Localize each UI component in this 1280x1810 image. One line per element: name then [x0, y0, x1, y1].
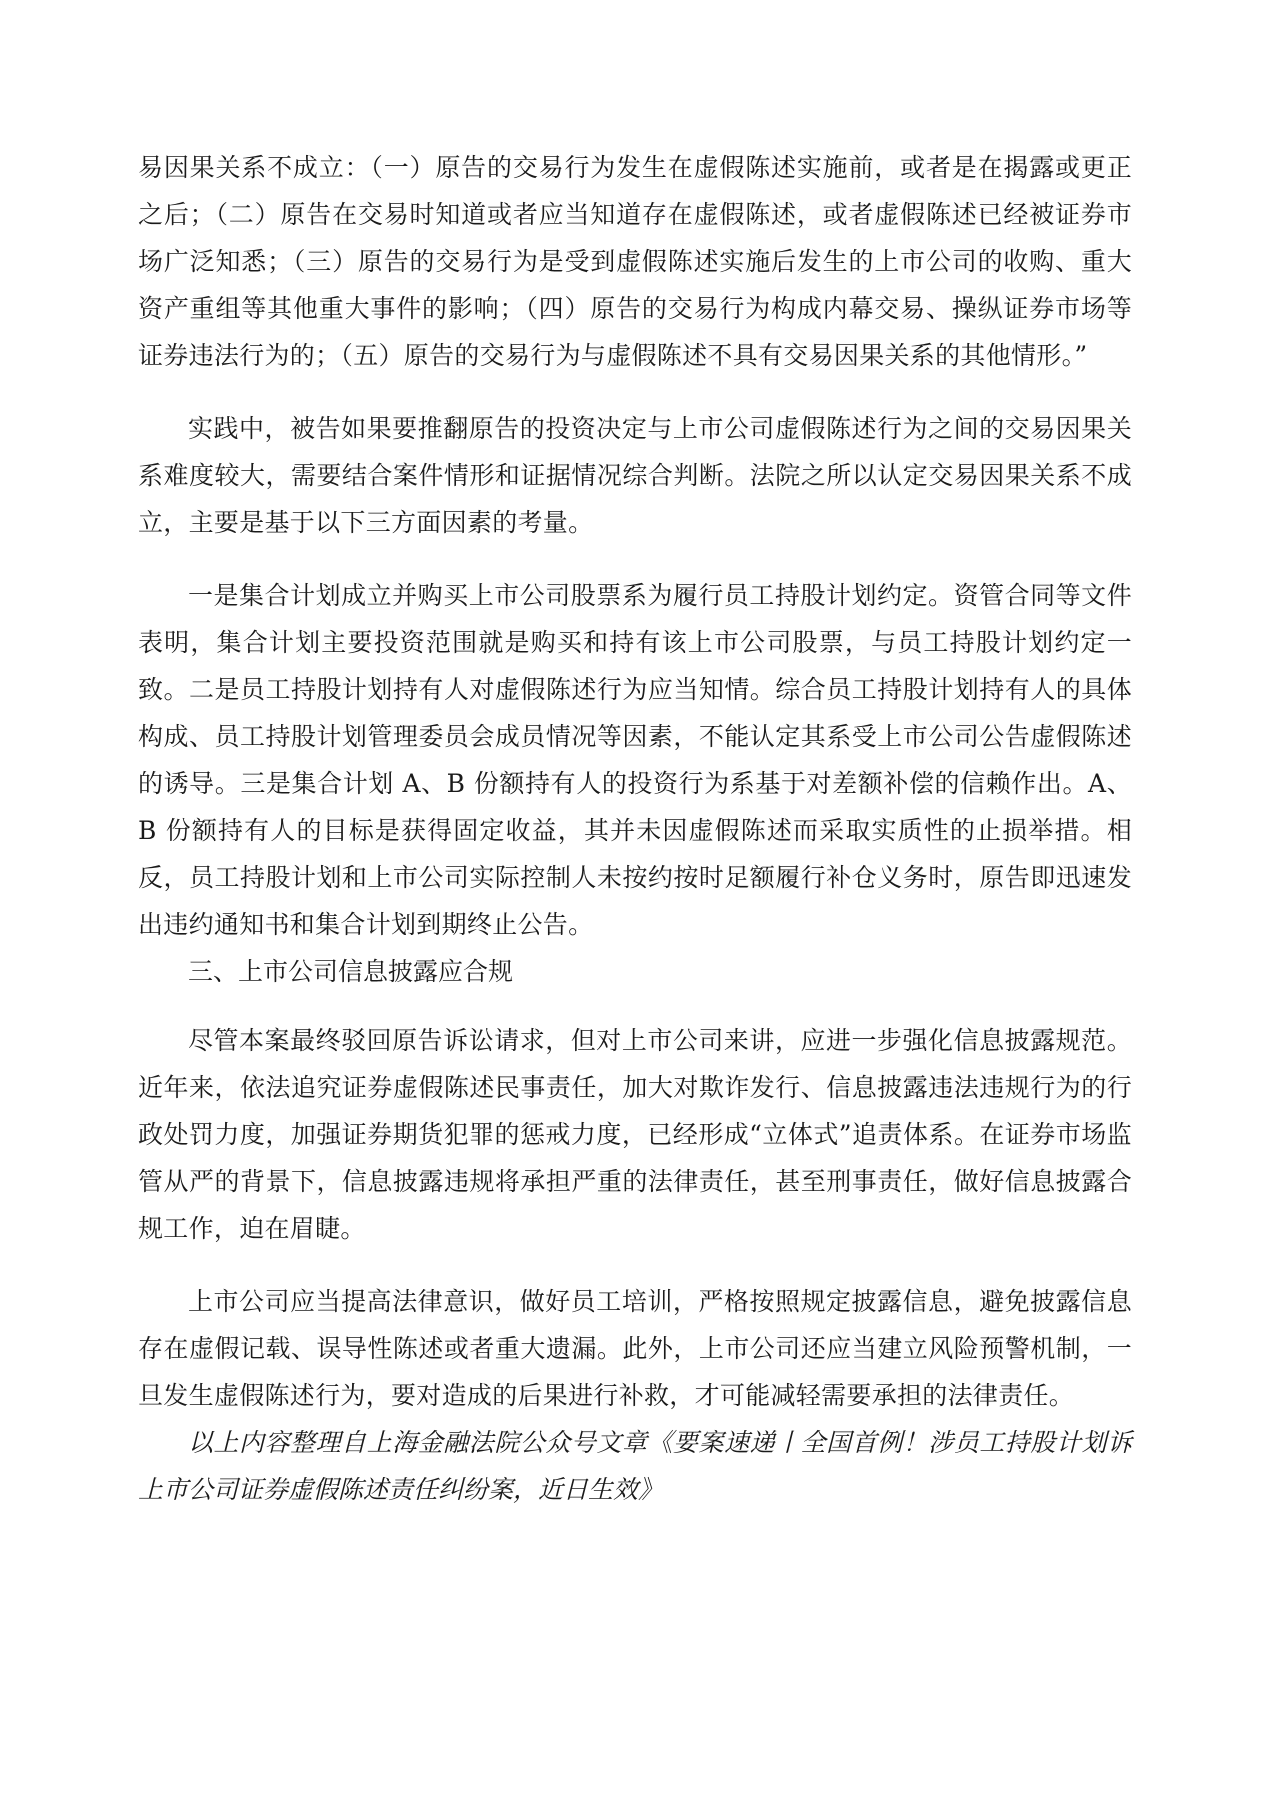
source-note: 以上内容整理自上海金融法院公众号文章《要案速递丨全国首例！涉员工持股计划诉上市公司证券虚假陈述责任纠纷案，近日生效》 — [138, 1428, 1132, 1504]
paragraph-practice: 实践中，被告如果要推翻原告的投资决定与上市公司虚假陈述行为之间的交易因果关系难度较大，需要结合案件情形和证据情况综合判断。法院之所以认定交易因果关系不成立，主要是基于以下三方面因素的考量。 — [138, 414, 1132, 537]
paragraph-company-recommendations: 上市公司应当提高法律意识，做好员工培训，严格按照规定披露信息，避免披露信息存在虚假记载、误导性陈述或者重大遗漏。此外，上市公司还应当建立风险预警机制，一旦发生虚假陈述行为，要对造成的后果进行补救，才可能减轻需要承担的法律责任。 — [138, 1287, 1132, 1410]
document-page — [138, 144, 1132, 1513]
paragraph-transaction-causality-exceptions: 易因果关系不成立：（一）原告的交易行为发生在虚假陈述实施前，或者是在揭露或更正之后；（二）原告在交易时知道或者应当知道存在虚假陈述，或者虚假陈述已经被证券市场广泛知悉；（三）原告的交易行为是受到虚假陈述实施后发生的上市公司的收购、重大资产重组等其他重大事件的影响；（四）原告的交易行为构成内幕交易、操纵证券市场等证券违法行为的；（五）原告的交易行为与虚假陈述不具有交易因果关系的其他情形。” — [138, 153, 1132, 370]
paragraph-disclosure-regulation: 尽管本案最终驳回原告诉讼请求，但对上市公司来讲，应进一步强化信息披露规范。近年来，依法追究证券虚假陈述民事责任，加大对欺诈发行、信息披露违法违规行为的行政处罚力度，加强证券期货犯罪的惩戒力度，已经形成“立体式”追责体系。在证券市场监管从严的背景下，信息披露违规将承担严重的法律责任，甚至刑事责任，做好信息披露合规工作，迫在眉睫。 — [138, 1026, 1132, 1243]
paragraph-three-factors: 一是集合计划成立并购买上市公司股票系为履行员工持股计划约定。资管合同等文件表明，集合计划主要投资范围就是购买和持有该上市公司股票，与员工持股计划约定一致。二是员工持股计划持有人对虚假陈述行为应当知情。综合员工持股计划持有人的具体构成、员工持股计划管理委员会成员情况等因素，不能认定其系受上市公司公告虚假陈述的诱导。三是集合计划 A、B 份额持有人的投资行为系基于对差额补偿的信赖作出。A、B 份额持有人的目标是获得固定收益，其并未因虚假陈述而采取实质性的止损举措。相反，员工持股计划和上市公司实际控制人未按约按时足额履行补仓义务时，原告即迅速发出违约通知书和集合计划到期终止公告。 — [138, 581, 1132, 939]
section-heading-disclosure-compliance: 三、上市公司信息披露应合规 — [188, 957, 514, 986]
